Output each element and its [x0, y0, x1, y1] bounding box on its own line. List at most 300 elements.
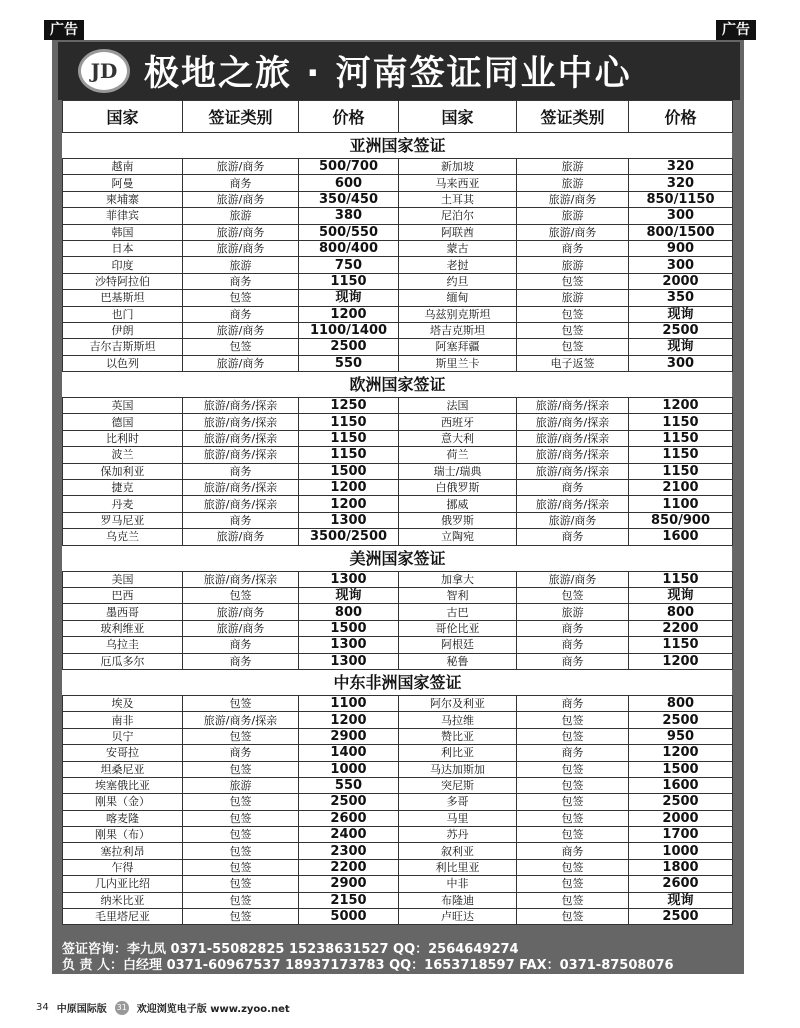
- cell-price: 1150: [629, 414, 733, 430]
- cell-visa-type: 商务: [517, 480, 629, 496]
- cell-visa-type: 商务: [183, 463, 299, 479]
- contact-line-consult: 签证咨询：李九凤 0371-55082825 15238631527 QQ：2564649274: [62, 942, 519, 957]
- cell-price: 1200: [629, 745, 733, 761]
- cell-country: 以色列: [63, 355, 183, 371]
- cell-price: 300: [629, 208, 733, 224]
- cell-country: 西班牙: [399, 414, 517, 430]
- cell-country: 坦桑尼亚: [63, 761, 183, 777]
- cell-price: 2600: [299, 810, 399, 826]
- cell-price: 800: [629, 695, 733, 711]
- cell-price: 1600: [629, 777, 733, 793]
- section-header-row: [63, 133, 733, 159]
- cell-visa-type: 旅游/商务: [517, 571, 629, 587]
- table-row: [63, 892, 733, 908]
- cell-visa-type: 旅游/商务/探亲: [183, 398, 299, 414]
- ad-tag-right: 广告: [716, 20, 756, 40]
- cell-price: 2000: [629, 810, 733, 826]
- cell-visa-type: 旅游: [517, 257, 629, 273]
- cell-country: 马达加斯加: [399, 761, 517, 777]
- table-row: [63, 695, 733, 711]
- table-body: [63, 133, 733, 925]
- cell-country: 乌拉圭: [63, 637, 183, 653]
- cell-country: 几内亚比绍: [63, 876, 183, 892]
- cell-visa-type: 商务: [517, 745, 629, 761]
- cell-price: 1100: [629, 496, 733, 512]
- cell-country: 柬埔寨: [63, 191, 183, 207]
- cell-country: 蒙古: [399, 240, 517, 256]
- cell-country: 塔吉克斯坦: [399, 322, 517, 338]
- cell-visa-type: 商务: [517, 695, 629, 711]
- header-visa-type: 签证类别: [517, 101, 629, 133]
- cell-country: 卢旺达: [399, 909, 517, 925]
- cell-visa-type: 包签: [517, 777, 629, 793]
- cell-country: 也门: [63, 306, 183, 322]
- cell-price: 1150: [629, 463, 733, 479]
- cell-visa-type: 商务: [517, 843, 629, 859]
- table-row: [63, 175, 733, 191]
- cell-price: 1150: [629, 430, 733, 446]
- cell-visa-type: 包签: [517, 339, 629, 355]
- cell-visa-type: 包签: [517, 712, 629, 728]
- cell-visa-type: 商务: [517, 637, 629, 653]
- cell-price: 1200: [299, 306, 399, 322]
- cell-country: 挪威: [399, 496, 517, 512]
- cell-price: 2500: [299, 794, 399, 810]
- cell-visa-type: 旅游/商务: [183, 529, 299, 545]
- contact-line-manager: 负 责 人：白经理 0371-60967537 18937173783 QQ：1653718597 FAX：0371-87508076: [62, 958, 674, 973]
- cell-country: 美国: [63, 571, 183, 587]
- cell-country: 罗马尼亚: [63, 512, 183, 528]
- cell-price: 2500: [629, 712, 733, 728]
- banner-title: 极地之旅 · 河南签证同业中心: [144, 54, 632, 94]
- cell-visa-type: 包签: [517, 827, 629, 843]
- cell-country: 刚果（金）: [63, 794, 183, 810]
- cell-visa-type: 包签: [517, 306, 629, 322]
- visa-price-table-wrap: [62, 100, 732, 925]
- cell-country: 俄罗斯: [399, 512, 517, 528]
- cell-price: 2500: [629, 909, 733, 925]
- page-footer: [36, 1000, 290, 1015]
- table-row: [63, 571, 733, 587]
- cell-price: 1300: [299, 637, 399, 653]
- cell-price: 850/900: [629, 512, 733, 528]
- banner: [58, 42, 740, 100]
- cell-country: 多哥: [399, 794, 517, 810]
- cell-country: 埃及: [63, 695, 183, 711]
- cell-price: 现询: [629, 306, 733, 322]
- cell-visa-type: 旅游: [517, 175, 629, 191]
- cell-country: 斯里兰卡: [399, 355, 517, 371]
- table-header-row: [63, 101, 733, 133]
- cell-country: 马里: [399, 810, 517, 826]
- cell-visa-type: 旅游/商务/探亲: [183, 430, 299, 446]
- cell-visa-type: 旅游/商务/探亲: [517, 414, 629, 430]
- cell-country: 墨西哥: [63, 604, 183, 620]
- cell-price: 1100/1400: [299, 322, 399, 338]
- cell-country: 哥伦比亚: [399, 620, 517, 636]
- cell-country: 玻利维亚: [63, 620, 183, 636]
- section-header-row: [63, 669, 733, 695]
- cell-country: 巴基斯坦: [63, 290, 183, 306]
- cell-price: 1150: [629, 637, 733, 653]
- cell-country: 瑞士/瑞典: [399, 463, 517, 479]
- cell-price: 2150: [299, 892, 399, 908]
- cell-visa-type: 包签: [183, 810, 299, 826]
- table-row: [63, 777, 733, 793]
- table-row: [63, 208, 733, 224]
- section-header-row: [63, 372, 733, 398]
- section-header-row: [63, 545, 733, 571]
- cell-price: 5000: [299, 909, 399, 925]
- cell-visa-type: 旅游/商务: [183, 191, 299, 207]
- table-row: [63, 712, 733, 728]
- cell-country: 日本: [63, 240, 183, 256]
- table-row: [63, 745, 733, 761]
- header-price: 价格: [299, 101, 399, 133]
- table-row: [63, 909, 733, 925]
- cell-price: 1100: [299, 695, 399, 711]
- cell-visa-type: 包签: [517, 909, 629, 925]
- table-row: [63, 496, 733, 512]
- publication-name: 中原国际版: [56, 1004, 107, 1015]
- cell-visa-type: 旅游/商务: [183, 355, 299, 371]
- cell-country: 波兰: [63, 447, 183, 463]
- cell-visa-type: 包签: [183, 843, 299, 859]
- cell-price: 2500: [629, 794, 733, 810]
- cell-country: 缅甸: [399, 290, 517, 306]
- cell-country: 喀麦隆: [63, 810, 183, 826]
- section-title: 欧洲国家签证: [63, 372, 733, 398]
- cell-visa-type: 包签: [517, 892, 629, 908]
- cell-visa-type: 包签: [517, 810, 629, 826]
- cell-visa-type: 包签: [183, 859, 299, 875]
- cell-country: 意大利: [399, 430, 517, 446]
- cell-price: 1150: [299, 273, 399, 289]
- cell-price: 350: [629, 290, 733, 306]
- cell-visa-type: 旅游/商务/探亲: [517, 398, 629, 414]
- cell-country: 秘鲁: [399, 653, 517, 669]
- table-row: [63, 587, 733, 603]
- cell-country: 白俄罗斯: [399, 480, 517, 496]
- table-row: [63, 512, 733, 528]
- cell-visa-type: 旅游/商务/探亲: [183, 571, 299, 587]
- cell-price: 500/700: [299, 159, 399, 175]
- cell-country: 阿根廷: [399, 637, 517, 653]
- cell-country: 埃塞俄比亚: [63, 777, 183, 793]
- cell-price: 2300: [299, 843, 399, 859]
- cell-price: 550: [299, 777, 399, 793]
- cell-visa-type: 旅游/商务: [517, 191, 629, 207]
- cell-country: 印度: [63, 257, 183, 273]
- cell-price: 350/450: [299, 191, 399, 207]
- cell-price: 1150: [299, 447, 399, 463]
- table-row: [63, 529, 733, 545]
- cell-price: 500/550: [299, 224, 399, 240]
- cell-visa-type: 旅游/商务: [183, 604, 299, 620]
- cell-price: 600: [299, 175, 399, 191]
- cell-visa-type: 商务: [183, 512, 299, 528]
- cell-price: 1150: [299, 414, 399, 430]
- cell-visa-type: 商务: [183, 637, 299, 653]
- cell-visa-type: 旅游: [183, 257, 299, 273]
- cell-visa-type: 旅游: [183, 208, 299, 224]
- cell-country: 刚果（布）: [63, 827, 183, 843]
- cell-price: 1500: [299, 620, 399, 636]
- visa-price-table: [62, 100, 733, 925]
- cell-price: 现询: [629, 587, 733, 603]
- cell-price: 380: [299, 208, 399, 224]
- cell-country: 智利: [399, 587, 517, 603]
- cell-price: 1500: [299, 463, 399, 479]
- cell-price: 1200: [299, 496, 399, 512]
- cell-price: 1250: [299, 398, 399, 414]
- section-title: 中东非洲国家签证: [63, 669, 733, 695]
- cell-country: 阿塞拜疆: [399, 339, 517, 355]
- cell-country: 法国: [399, 398, 517, 414]
- cell-country: 乌克兰: [63, 529, 183, 545]
- cell-country: 南非: [63, 712, 183, 728]
- cell-visa-type: 包签: [517, 859, 629, 875]
- cell-price: 1150: [629, 571, 733, 587]
- cell-visa-type: 旅游/商务/探亲: [517, 447, 629, 463]
- cell-visa-type: 旅游/商务/探亲: [183, 712, 299, 728]
- cell-visa-type: 旅游/商务: [183, 159, 299, 175]
- cell-country: 沙特阿拉伯: [63, 273, 183, 289]
- cell-country: 伊朗: [63, 322, 183, 338]
- cell-visa-type: 商务: [517, 620, 629, 636]
- cell-country: 保加利亚: [63, 463, 183, 479]
- table-row: [63, 257, 733, 273]
- cell-country: 约旦: [399, 273, 517, 289]
- table-row: [63, 240, 733, 256]
- table-row: [63, 620, 733, 636]
- header-country: 国家: [399, 101, 517, 133]
- cell-price: 1300: [299, 653, 399, 669]
- cell-country: 巴西: [63, 587, 183, 603]
- cell-price: 850/1150: [629, 191, 733, 207]
- cell-country: 古巴: [399, 604, 517, 620]
- cell-country: 丹麦: [63, 496, 183, 512]
- header-price: 价格: [629, 101, 733, 133]
- table-row: [63, 761, 733, 777]
- cell-country: 利比里亚: [399, 859, 517, 875]
- cell-country: 布隆迪: [399, 892, 517, 908]
- cell-country: 德国: [63, 414, 183, 430]
- cell-visa-type: 旅游: [517, 290, 629, 306]
- table-row: [63, 653, 733, 669]
- cell-visa-type: 商务: [183, 653, 299, 669]
- cell-price: 950: [629, 728, 733, 744]
- table-row: [63, 159, 733, 175]
- table-row: [63, 463, 733, 479]
- company-logo-icon: JD: [78, 49, 130, 93]
- cell-country: 叙利亚: [399, 843, 517, 859]
- cell-visa-type: 包签: [517, 728, 629, 744]
- cell-price: 现询: [299, 587, 399, 603]
- cell-visa-type: 旅游/商务/探亲: [183, 496, 299, 512]
- cell-visa-type: 旅游/商务: [517, 512, 629, 528]
- cell-visa-type: 包签: [183, 876, 299, 892]
- cell-visa-type: 旅游/商务: [517, 224, 629, 240]
- table-row: [63, 480, 733, 496]
- table-row: [63, 876, 733, 892]
- table-row: [63, 810, 733, 826]
- cell-country: 中非: [399, 876, 517, 892]
- cell-country: 阿尔及利亚: [399, 695, 517, 711]
- cell-visa-type: 旅游/商务/探亲: [183, 480, 299, 496]
- cell-price: 750: [299, 257, 399, 273]
- cell-country: 突尼斯: [399, 777, 517, 793]
- cell-price: 1150: [299, 430, 399, 446]
- cell-price: 2200: [299, 859, 399, 875]
- table-row: [63, 290, 733, 306]
- cell-country: 贝宁: [63, 728, 183, 744]
- footer-slogan: 欢迎浏览电子版 www.zyoo.net: [136, 1004, 290, 1015]
- cell-visa-type: 旅游/商务/探亲: [183, 447, 299, 463]
- cell-visa-type: 旅游: [517, 604, 629, 620]
- cell-visa-type: 旅游: [517, 208, 629, 224]
- table-row: [63, 224, 733, 240]
- cell-visa-type: 旅游/商务/探亲: [517, 496, 629, 512]
- cell-price: 1000: [299, 761, 399, 777]
- cell-price: 现询: [629, 892, 733, 908]
- cell-price: 1300: [299, 512, 399, 528]
- cell-country: 厄瓜多尔: [63, 653, 183, 669]
- cell-visa-type: 电子返签: [517, 355, 629, 371]
- section-title: 亚洲国家签证: [63, 133, 733, 159]
- cell-visa-type: 商务: [183, 175, 299, 191]
- table-row: [63, 430, 733, 446]
- cell-price: 1200: [299, 480, 399, 496]
- cell-visa-type: 商务: [183, 306, 299, 322]
- cell-price: 1800: [629, 859, 733, 875]
- cell-country: 马来西亚: [399, 175, 517, 191]
- cell-price: 2000: [629, 273, 733, 289]
- cell-price: 800/1500: [629, 224, 733, 240]
- cell-visa-type: 包签: [183, 794, 299, 810]
- cell-price: 1600: [629, 529, 733, 545]
- cell-country: 比利时: [63, 430, 183, 446]
- cell-visa-type: 包签: [517, 587, 629, 603]
- cell-visa-type: 包签: [183, 695, 299, 711]
- cell-visa-type: 包签: [517, 322, 629, 338]
- cell-price: 320: [629, 159, 733, 175]
- cell-visa-type: 包签: [517, 876, 629, 892]
- cell-price: 800/400: [299, 240, 399, 256]
- table-row: [63, 604, 733, 620]
- table-row: [63, 273, 733, 289]
- cell-country: 塞拉利昂: [63, 843, 183, 859]
- cell-visa-type: 商务: [517, 240, 629, 256]
- cell-country: 新加坡: [399, 159, 517, 175]
- table-row: [63, 794, 733, 810]
- cell-price: 320: [629, 175, 733, 191]
- cell-price: 现询: [629, 339, 733, 355]
- cell-price: 2100: [629, 480, 733, 496]
- cell-visa-type: 商务: [517, 529, 629, 545]
- cell-visa-type: 包签: [517, 794, 629, 810]
- cell-country: 吉尔吉斯斯坦: [63, 339, 183, 355]
- cell-country: 乍得: [63, 859, 183, 875]
- cell-price: 1200: [629, 653, 733, 669]
- cell-visa-type: 包签: [183, 909, 299, 925]
- table-row: [63, 637, 733, 653]
- cell-country: 加拿大: [399, 571, 517, 587]
- cell-visa-type: 旅游: [517, 159, 629, 175]
- cell-country: 立陶宛: [399, 529, 517, 545]
- cell-price: 2900: [299, 876, 399, 892]
- cell-visa-type: 旅游/商务: [183, 322, 299, 338]
- page-number: 34: [36, 1002, 49, 1013]
- cell-price: 2900: [299, 728, 399, 744]
- cell-visa-type: 商务: [183, 745, 299, 761]
- cell-country: 捷克: [63, 480, 183, 496]
- cell-visa-type: 旅游/商务/探亲: [517, 430, 629, 446]
- header-country: 国家: [63, 101, 183, 133]
- table-row: [63, 414, 733, 430]
- cell-visa-type: 包签: [183, 290, 299, 306]
- cell-price: 2500: [299, 339, 399, 355]
- cell-visa-type: 旅游/商务: [183, 240, 299, 256]
- cell-visa-type: 包签: [183, 728, 299, 744]
- cell-country: 毛里塔尼亚: [63, 909, 183, 925]
- cell-price: 800: [299, 604, 399, 620]
- cell-price: 1400: [299, 745, 399, 761]
- cell-visa-type: 旅游/商务/探亲: [183, 414, 299, 430]
- cell-price: 现询: [299, 290, 399, 306]
- cell-price: 300: [629, 257, 733, 273]
- cell-visa-type: 包签: [517, 273, 629, 289]
- cell-price: 800: [629, 604, 733, 620]
- cell-country: 荷兰: [399, 447, 517, 463]
- cell-country: 英国: [63, 398, 183, 414]
- cell-price: 1700: [629, 827, 733, 843]
- cell-visa-type: 包签: [183, 761, 299, 777]
- cell-price: 1150: [629, 447, 733, 463]
- table-row: [63, 306, 733, 322]
- table-row: [63, 339, 733, 355]
- cell-price: 1500: [629, 761, 733, 777]
- cell-country: 老挝: [399, 257, 517, 273]
- magazine-icon: 31: [115, 1001, 129, 1015]
- cell-visa-type: 旅游/商务/探亲: [517, 463, 629, 479]
- cell-price: 1300: [299, 571, 399, 587]
- table-row: [63, 827, 733, 843]
- cell-country: 韩国: [63, 224, 183, 240]
- cell-price: 2500: [629, 322, 733, 338]
- cell-price: 2200: [629, 620, 733, 636]
- table-row: [63, 398, 733, 414]
- cell-visa-type: 旅游/商务: [183, 620, 299, 636]
- cell-visa-type: 商务: [183, 273, 299, 289]
- cell-visa-type: 旅游/商务: [183, 224, 299, 240]
- cell-price: 2400: [299, 827, 399, 843]
- section-title: 美洲国家签证: [63, 545, 733, 571]
- cell-price: 1200: [299, 712, 399, 728]
- ad-tag-left: 广告: [44, 20, 84, 40]
- table-row: [63, 843, 733, 859]
- table-row: [63, 322, 733, 338]
- cell-price: 2600: [629, 876, 733, 892]
- cell-visa-type: 包签: [183, 892, 299, 908]
- cell-country: 马拉维: [399, 712, 517, 728]
- cell-country: 越南: [63, 159, 183, 175]
- cell-country: 菲律宾: [63, 208, 183, 224]
- cell-price: 1200: [629, 398, 733, 414]
- cell-country: 安哥拉: [63, 745, 183, 761]
- cell-country: 苏丹: [399, 827, 517, 843]
- table-row: [63, 728, 733, 744]
